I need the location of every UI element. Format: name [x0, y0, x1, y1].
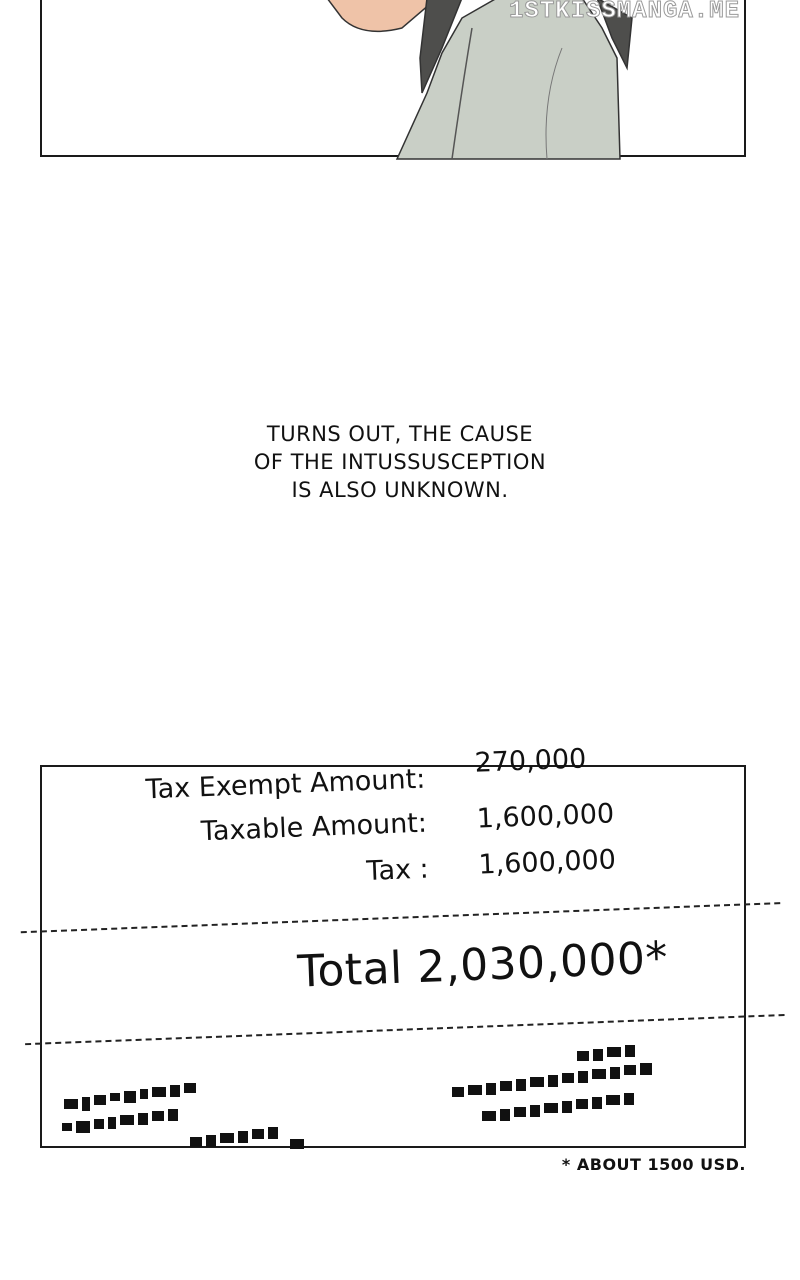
currency-footnote: * ABOUT 1500 USD.	[561, 1155, 746, 1174]
illegible-receipt-text	[42, 1037, 748, 1157]
receipt-panel	[40, 743, 746, 1148]
narration-line-1: TURNS OUT, THE CAUSE	[266, 422, 534, 446]
top-panel	[40, 0, 746, 157]
dashed-divider-top	[21, 902, 781, 933]
tax-exempt-label: Tax Exempt Amount:	[145, 763, 426, 806]
receipt-total: Total 2,030,000*	[296, 932, 669, 998]
taxable-amount-label: Taxable Amount:	[200, 807, 428, 848]
tax-value: 1,600,000	[477, 844, 617, 881]
tax-exempt-value: 270,000	[474, 743, 587, 779]
taxable-amount-value: 1,600,000	[476, 798, 615, 835]
narration-line-2: OF THE INTUSSUSCEPTION	[253, 450, 547, 474]
narration-line-3: IS ALSO UNKNOWN.	[291, 478, 509, 502]
site-watermark: 1STKISSMANGA.ME	[508, 0, 740, 25]
narration-caption	[0, 420, 800, 504]
tax-label: Tax :	[365, 853, 430, 887]
